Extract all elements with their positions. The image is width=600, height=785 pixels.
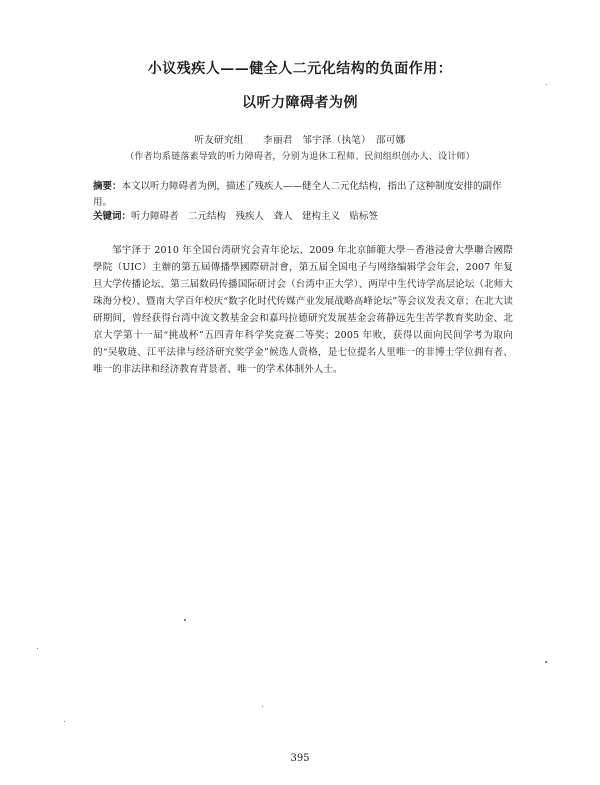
author-affiliation: （作者均系链落素导致的听力障碍者，分别为退休工程师、民间组织创办人、设计师） [125,152,475,162]
paper-subtitle: 以听力障碍者为例 [242,95,358,111]
scan-speck [64,721,65,722]
abstract-block [93,179,513,211]
abstract-text: 本文以听力障碍者为例，描述了残疾人——健全人二元化结构，指出了这种制度安排的副作用。 [93,181,502,208]
scan-speck [545,661,547,663]
body-paragraph: 邹宇泽于 2010 年全国台湾研究会青年论坛、2009 年北京師範大學－香港浸會大學聯合國際學院（UIC）主辦的第五屆傳播學國際研討會，第五届全国电子与网络编辑学会年会，2007 年复旦大学传播论坛、第三届数码传播国际研讨会（台湾中正大学）、两岸中生代诗学高层论坛（北师大珠海分校）、暨南大学百年校庆“数字化时代传媒产业发展战略高峰论坛”等会议发表文章；在北大读研期间，曾经获得台湾中流文教基金会和嘉玛拉德研究发展基金会蒋静远先生苦学教育奖助金、北京大学第十一届“挑战杯”五四青年科学奖竞赛二等奖；2005 年败，获得以面向民间学考为取向的“吴敬琏、江平法律与经济研究奖学金”候选人资格，是七位提名人里唯一的非博士学位拥有者、唯一的非法律和经济教育背景者、唯一的学术体制外人士。 [93,245,513,375]
author-line: 听友研究组 李丽君 邹宇泽（执笔） 邵可娜 [194,135,406,146]
abstract-label: 摘要： [93,181,122,192]
keywords-label: 关键词： [93,211,132,222]
keywords-text: 听力障碍者 二元结构 残疾人 聋人 建构主义 贴标签 [131,211,379,222]
scan-speck [184,619,186,621]
page-number: 395 [290,753,310,764]
scan-speck [546,84,547,85]
scan-speck [262,706,263,707]
keywords-block [93,209,513,225]
scan-speck [37,648,38,649]
paper-title: 小议残疾人——健全人二元化结构的负面作用： [147,61,453,77]
